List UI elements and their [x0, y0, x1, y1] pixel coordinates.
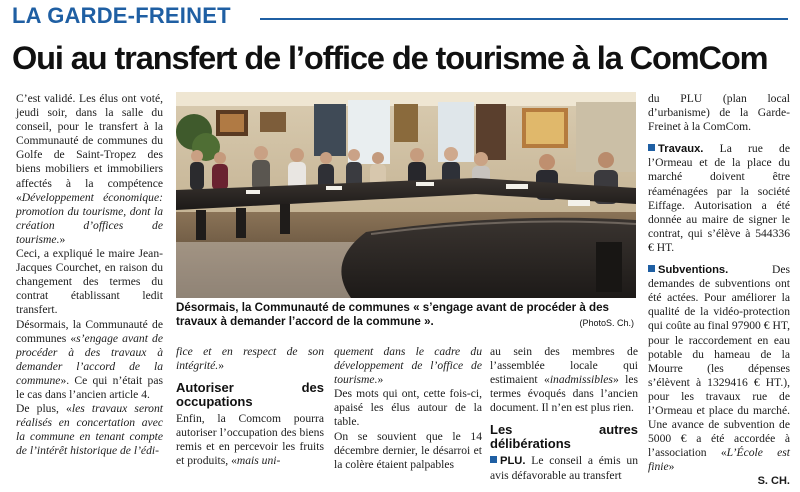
text: Désormais, la Communauté de communes «	[16, 317, 163, 345]
text: »	[59, 232, 66, 246]
quote-text: quement dans le cadre du développement de l’office de tourisme.	[334, 345, 482, 387]
text: Enfin, la Comcom pourra autoriser l’occupation des biens remis et en percevoir les fruits et produits, «	[176, 412, 324, 468]
quote-text: L’École est finie	[648, 446, 790, 474]
text: C’est validé. Les élus ont voté, jeudi soir, dans la salle du conseil, pour le transfert à la Communauté de communes du Golfe de Saint-Tropez des biens mobiliers et immobiliers affectés à la compétence «	[16, 92, 163, 204]
paragraph: du PLU (plan local d’urbanisme) de la Garde-Freinet à la ComCom.	[648, 92, 790, 134]
photo-credit: (PhotoS. Ch.)	[579, 318, 634, 328]
article-column-2	[176, 345, 324, 469]
text: »	[218, 359, 224, 373]
paragraph	[648, 263, 790, 474]
text: La rue de l’Ormeau et de la place du marché doivent être réaménagées par la société Eiffage. Autorisation a été donnée au maire de signer le contrat, qui s’élève à 544336 € HT.	[648, 142, 790, 254]
paragraph	[648, 142, 790, 255]
bullet-square-icon	[490, 456, 497, 463]
paragraph	[176, 412, 324, 468]
text: » les termes évoqués dans l’ancien document. Il n’en est plus rien.	[490, 373, 638, 415]
paragraph: Ceci, a expliqué le maire Jean-Jacques Courchet, en raison du changement des termes du contrat établissant ledit transfert.	[16, 247, 163, 317]
author-signature: S. CH.	[757, 475, 790, 488]
text: Le conseil a émis un avis défavorable au transfert	[490, 454, 638, 482]
paragraph	[490, 345, 638, 415]
photo-caption	[176, 301, 634, 330]
paragraph: Des mots qui ont, cette fois-ci, apaisé les élus autour de la table.	[334, 387, 482, 429]
kicker-rule	[260, 18, 788, 20]
text: au sein des membres de l’assemblée locale qui estimaient «	[490, 345, 638, 387]
text: ». Ce qui n’était pas le cas dans l’ancien article 4.	[16, 373, 163, 401]
subheading: Autoriser des occupations	[176, 380, 324, 410]
paragraph	[334, 345, 482, 387]
caption-text: Désormais, la Communauté de communes « s’engage avant de procéder à des travaux à demander l’accord de la commune ».	[176, 301, 609, 328]
section-kicker: LA GARDE-FREINET	[12, 3, 231, 28]
paragraph	[16, 318, 163, 403]
subheading: Les autres délibérations	[490, 422, 638, 452]
page-title: Oui au transfert de l’office de tourisme à la ComCom	[12, 40, 768, 76]
text: »	[377, 373, 384, 387]
bullet-square-icon	[648, 265, 655, 272]
runin-label: PLU.	[500, 455, 526, 468]
article-column-4	[490, 345, 638, 483]
paragraph: On se souvient que le 14 décembre dernier, le désarroi et la colère étaient palpables	[334, 429, 482, 471]
text: Des demandes de subventions ont été actées. Pour améliorer la qualité de la vidéo-protection qui coûte au final 97900 € HT, pour le raccordement en eau potable du hameau de la Mourre (les dépenses s’élèvent à 1329416 € HT.), pour les travaux rue de l’Ormeau et place du marché. Une avance de subvention de 5000 € a été accordée à l’association «	[648, 263, 790, 460]
article-column-3	[334, 345, 482, 472]
council-meeting-photo	[176, 92, 636, 298]
runin-label: Subventions.	[658, 264, 729, 277]
paragraph	[490, 454, 638, 482]
quote-text: Développement économique: promotion du tourisme, dont la création d’offices de tourisme.	[16, 190, 163, 246]
text: »	[668, 460, 675, 474]
paragraph	[16, 402, 163, 458]
quote-text: mais uni-	[236, 454, 281, 468]
quote-text: les travaux seront réalisés en concertation avec la commune en tenant compte de l’intérêt historique de l’édi-	[16, 402, 163, 458]
bullet-square-icon	[648, 144, 655, 151]
article-column-1	[16, 92, 163, 458]
runin-label: Travaux.	[658, 143, 704, 156]
article-column-5	[648, 92, 790, 489]
paragraph	[16, 92, 163, 247]
paragraph	[176, 345, 324, 373]
text: De plus, «	[16, 402, 72, 416]
quote-text: fice et en respect de son intégrité.	[176, 345, 324, 373]
quote-text: s’engage avant de procéder à des travaux à demander l’accord de la commune	[16, 331, 163, 387]
quote-text: inadmissibles	[549, 373, 613, 387]
